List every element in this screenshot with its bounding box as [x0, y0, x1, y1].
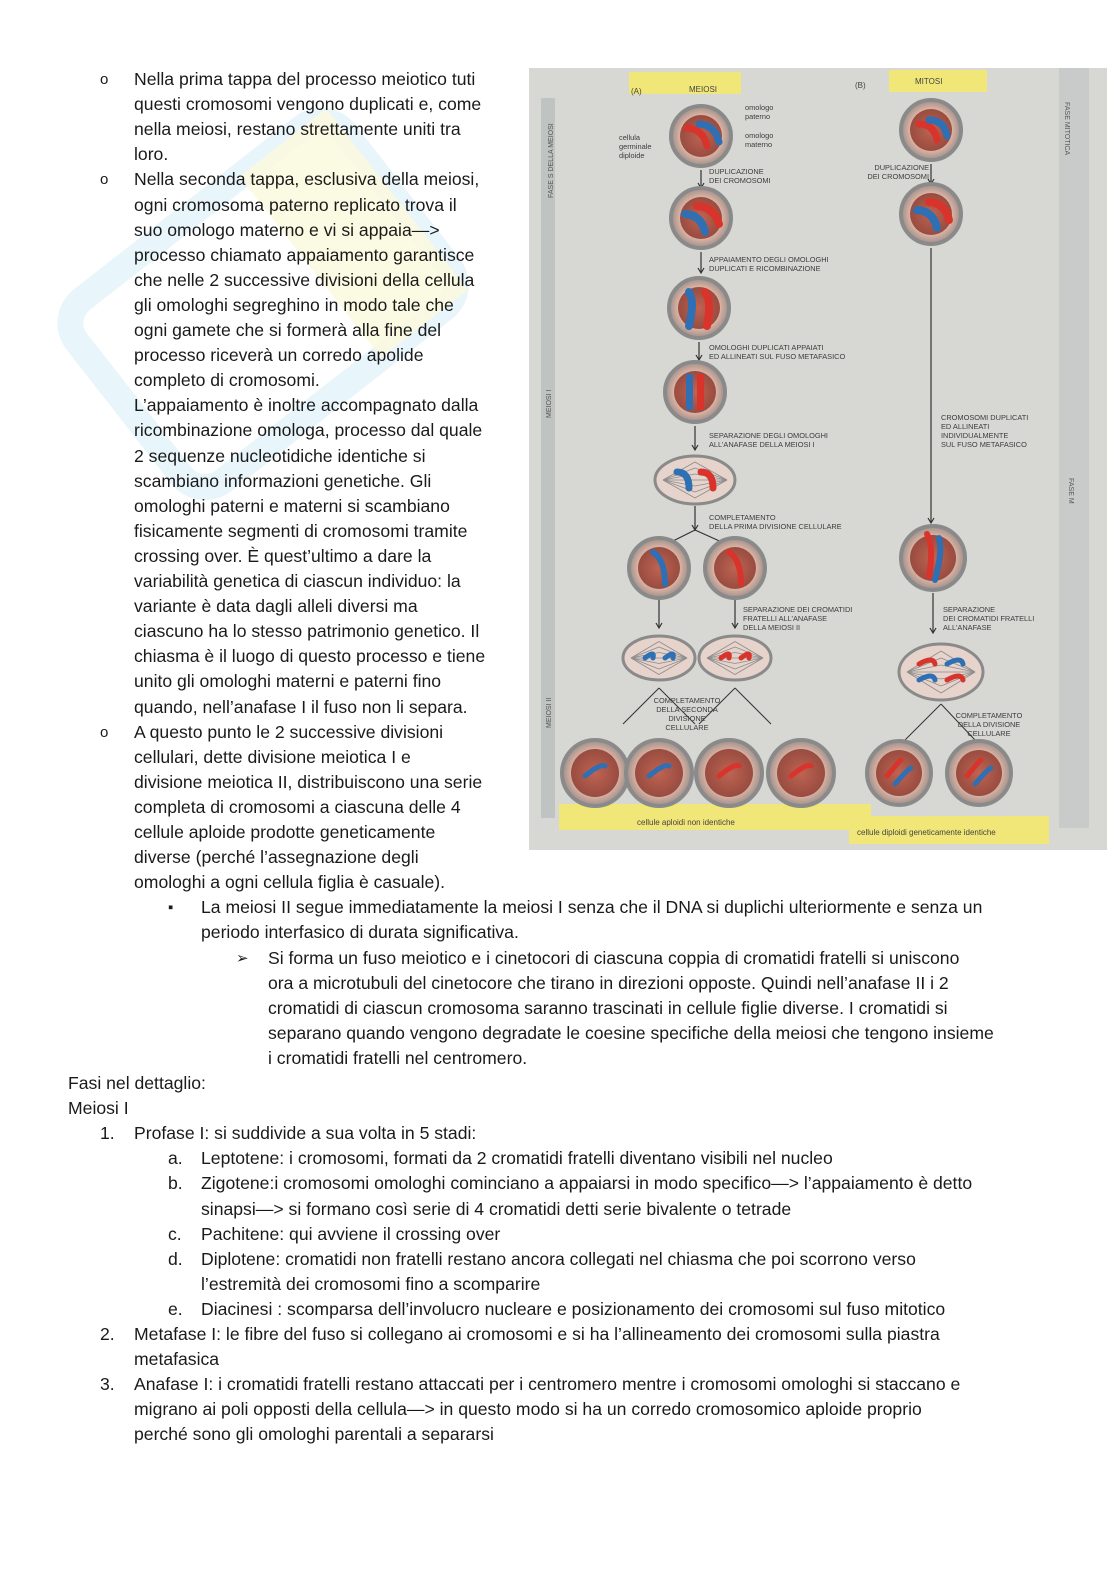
- figure-label: DELLA SECONDA: [656, 705, 718, 714]
- figure-label: omologo: [745, 103, 774, 112]
- paragraph-line: processo riceverà un corredo apolide: [134, 345, 424, 366]
- figure-label: CELLULARE: [967, 729, 1011, 738]
- paragraph-line: completa di cromosomi a ciascuna delle 4: [134, 796, 461, 817]
- phase-line: perché sono gli omologhi parentali a separarsi: [134, 1424, 494, 1445]
- figure-label: SEPARAZIONE: [943, 605, 996, 614]
- nucleus: [777, 749, 825, 797]
- nucleus: [705, 749, 753, 797]
- hollow-bullet: o: [100, 71, 109, 88]
- figure-label: COMPLETAMENTO: [653, 696, 721, 705]
- side-label-meiosi-1: MEIOSI I: [546, 389, 553, 418]
- paragraph-line: crossing over. È quest’ultimo a dare la: [134, 545, 432, 566]
- figure-label: APPAIAMENTO DEGLI OMOLOGHI: [709, 255, 829, 264]
- nucleus: [956, 750, 1002, 796]
- paragraph-line: L’appaiamento è inoltre accompagnato dalla: [134, 395, 479, 416]
- paragraph-line: chiasma è il luogo di questo processo e tiene: [134, 646, 486, 667]
- paragraph-line: Nella seconda tappa, esclusiva della meiosi,: [134, 169, 480, 190]
- nucleus: [678, 287, 720, 329]
- figure-label: germinale: [619, 142, 652, 151]
- section-title: Fasi nel dettaglio:: [68, 1073, 206, 1093]
- arrow-bullet: ➢: [236, 949, 249, 967]
- paragraph-line: ciascuno ha lo stesso patrimonio genetico. Il: [134, 621, 480, 642]
- hollow-bullet: o: [100, 723, 109, 741]
- paragraph-line: processo chiamato appaiamento garantisce: [134, 244, 475, 265]
- figure-label: FRATELLI ALL’ANAFASE: [743, 614, 828, 623]
- paragraph-line: unito gli omologhi materni e paterni fino: [134, 671, 442, 692]
- paragraph-line: omologhi a ogni cellula figlia è casuale).: [134, 872, 446, 893]
- stage-line: Leptotene: i cromosomi, formati da 2 cromatidi fratelli diventano visibili nel nucleo: [201, 1148, 833, 1169]
- paragraph-line: nella meiosi, restano strettamente uniti tra: [134, 119, 461, 140]
- figure-label: omologo: [745, 131, 774, 140]
- nucleus: [635, 749, 683, 797]
- figure-label: COMPLETAMENTO: [955, 711, 1023, 720]
- right-side-band: [1059, 68, 1089, 828]
- paragraph-line: gli omologhi segreghino in modo tale che: [134, 294, 454, 315]
- figure-label: DUPLICAZIONE: [874, 163, 929, 172]
- stage-letter: c.: [168, 1223, 182, 1244]
- figure-label: ED ALLINEATI SUL FUSO METAFASICO: [709, 352, 846, 361]
- paragraph-line: che nelle 2 successive divisioni della cellula: [134, 269, 475, 290]
- figure-label: INDIVIDUALMENTE: [941, 431, 1009, 440]
- paragraph-line: La meiosi II segue immediatamente la meiosi I senza che il DNA si duplichi ulteriormente e senza un: [201, 897, 983, 918]
- side-label-meiosi-2: MEIOSI II: [546, 697, 553, 728]
- chromosome: [689, 292, 692, 326]
- paragraph-line: periodo interfasico di durata significativa.: [201, 922, 519, 943]
- stage-letter: e.: [168, 1298, 183, 1319]
- figure-background: [529, 68, 1107, 850]
- phase-line: migrano ai poli opposti della cellula—> in questo modo si ha un corredo cromosomico aploide proprio: [134, 1399, 922, 1420]
- panel-a-letter: (A): [631, 87, 642, 96]
- stage-line: Diacinesi : scomparsa dell’involucro nucleare e posizionamento dei cromosomi sul fuso mitotico: [201, 1298, 946, 1319]
- figure-label: DUPLICAZIONE: [709, 167, 764, 176]
- phase-line: Anafase I: i cromatidi fratelli restano attaccati per i centromero mentre i cromosomi omologhi si staccano e: [134, 1374, 961, 1395]
- meiosis-mitosis-figure: [529, 68, 1107, 850]
- paragraph-line: A questo punto le 2 successive divisioni: [134, 721, 444, 742]
- side-label-s: FASE S DELLA MEIOSI: [548, 123, 555, 198]
- figure-label: OMOLOGHI DUPLICATI APPAIATI: [709, 343, 824, 352]
- phase-line: Metafase I: le fibre del fuso si collegano ai cromosomi e si ha l’allineamento dei cromosomi sulla piastra: [134, 1324, 940, 1344]
- stage-line: sinapsi—> si formano così serie di 4 cromatidi detti serie bivalente o tetrade: [201, 1198, 792, 1219]
- paragraph-line: i cromatidi fratelli nel centromero.: [268, 1047, 528, 1068]
- paragraph-line: quando, nell’anafase I il fuso non li separa.: [134, 696, 468, 717]
- figure-label: ALL’ANAFASE: [943, 623, 992, 632]
- paragraph-line: ogni cromosoma paterno replicato trova il: [134, 194, 457, 215]
- panel-b-title: MITOSI: [915, 77, 943, 86]
- paragraph-line: diverse (perché l’assegnazione degli: [134, 847, 419, 868]
- caption-haploid: cellule aploidi non identiche: [637, 818, 735, 827]
- paragraph-line: variabilità genetica di ciascun individuo: la: [134, 571, 461, 591]
- paragraph-line: separano quando vengono degradate le coesine specifiche della meiosi che tengono insieme: [268, 1022, 994, 1043]
- chromosome: [721, 654, 729, 658]
- paragraph-line: ogni gamete che si formerà alla fine del: [134, 320, 442, 340]
- figure-label: DELLA MEIOSI II: [743, 623, 801, 632]
- side-label-fase-m: FASE M: [1067, 478, 1074, 504]
- panel-a-title: MEIOSI: [689, 85, 718, 94]
- figure-label: SEPARAZIONE DEI CROMATIDI: [743, 605, 853, 614]
- figure-label: COMPLETAMENTO: [709, 513, 776, 522]
- paragraph-line: cellule aploide prodotte geneticamente: [134, 822, 436, 842]
- paragraph-line: suo omologo materno e vi si appaia—>: [134, 219, 440, 240]
- stage-line: l’estremità dei cromosomi fino a scomparire: [201, 1273, 541, 1294]
- phase-line: metafasica: [134, 1349, 220, 1370]
- figure-label: materno: [745, 140, 773, 149]
- figure-label: CROMOSOMI DUPLICATI: [941, 413, 1029, 422]
- paragraph-line: completo di cromosomi.: [134, 370, 320, 391]
- paragraph-line: questi cromosomi vengono duplicati e, come: [134, 94, 482, 115]
- stage-letter: a.: [168, 1148, 183, 1169]
- paragraph-line: variante è data dagli alleli diversi ma: [134, 596, 418, 617]
- figure-svg: [529, 68, 1107, 850]
- figure-label: DELLA PRIMA DIVISIONE CELLULARE: [709, 522, 842, 531]
- figure-label: ALL’ANAFASE DELLA MEIOSI I: [709, 440, 815, 449]
- stage-line: Diplotene: cromatidi non fratelli restano ancora collegati nel chiasma che poi scorrono verso: [201, 1248, 916, 1269]
- chromosome: [697, 374, 704, 410]
- hollow-bullet: o: [100, 171, 109, 189]
- paragraph-line: cromatidi di ciascun cromosoma saranno trascinati in cellule figlie diverse. I cromatidi si: [268, 997, 948, 1018]
- nucleus: [674, 371, 716, 413]
- paragraph-line: cellulari, dette divisione meiotica I e: [134, 746, 411, 767]
- meiosi-header-highlight: [629, 72, 741, 94]
- figure-label: DEI CROMOSOMI: [867, 172, 929, 181]
- figure-label: CELLULARE: [665, 723, 709, 732]
- chromosome: [665, 654, 673, 658]
- paragraph-line: ora a microtubuli del cinetocore che tirano in direzioni opposte. Quindi nell’anafase II i 2: [268, 972, 949, 993]
- figure-label: cellula: [619, 133, 640, 142]
- figure-label: DUPLICATI E RICOMBINAZIONE: [709, 264, 821, 273]
- chromosome: [741, 654, 749, 658]
- paragraph-line: fisicamente segmenti di cromosomi tramite: [134, 520, 468, 541]
- paragraph-line: scambiano informazioni genetiche. Gli: [134, 470, 432, 491]
- chromosome: [705, 292, 709, 326]
- paragraph-line: omologhi paterni e materni si scambiano: [134, 495, 450, 516]
- square-bullet: ▪: [168, 899, 174, 917]
- paragraph-line: Nella prima tappa del processo meiotico tuti: [134, 69, 476, 89]
- paragraph-line: Si forma un fuso meiotico e i cinetocori di ciascuna coppia di cromatidi fratelli si uniscono: [268, 947, 960, 968]
- paragraph-line: divisione meiotica II, distribuiscono una serie: [134, 771, 483, 792]
- phase-number: 3.: [100, 1374, 115, 1395]
- panel-b-letter: (B): [855, 81, 866, 90]
- paragraph-line: ricombinazione omologa, processo dal quale: [134, 420, 483, 441]
- phase-number: 2.: [100, 1324, 115, 1344]
- stage-line: Zigotene:i cromosomi omologhi cominciano a appaiarsi in modo specifico—> l’appaiamento è detto: [201, 1173, 973, 1194]
- figure-label: paterno: [745, 112, 771, 121]
- figure-label: DELLA DIVISIONE: [957, 720, 1021, 729]
- nucleus: [876, 750, 922, 796]
- figure-label: SEPARAZIONE DEGLI OMOLOGHI: [709, 431, 828, 440]
- side-label-fase-mitotica: FASE MITOTICA: [1063, 102, 1070, 156]
- stage-letter: b.: [168, 1173, 183, 1194]
- nucleus: [571, 749, 619, 797]
- figure-label: DEI CROMOSOMI: [709, 176, 771, 185]
- stage-line: Pachitene: qui avviene il crossing over: [201, 1223, 501, 1244]
- phase-number: 1.: [100, 1123, 115, 1144]
- figure-label: ED ALLINEATI: [941, 422, 990, 431]
- paragraph-line: loro.: [134, 144, 169, 165]
- figure-label: DIVISIONE: [668, 714, 706, 723]
- figure-label: SUL FUSO METAFASICO: [941, 440, 1027, 449]
- subsection-title: Meiosi I: [68, 1098, 129, 1119]
- phase-line: Profase I: si suddivide a sua volta in 5 stadi:: [134, 1123, 477, 1144]
- chromosome: [686, 374, 693, 410]
- figure-label: DEI CROMATIDI FRATELLI: [943, 614, 1035, 623]
- stage-letter: d.: [168, 1248, 183, 1269]
- caption-diploid: cellule diploidi geneticamente identiche: [857, 828, 996, 837]
- chromosome: [645, 654, 653, 658]
- figure-label: diploide: [619, 151, 645, 160]
- paragraph-line: 2 sequenze nucleotidiche identiche si: [134, 445, 426, 466]
